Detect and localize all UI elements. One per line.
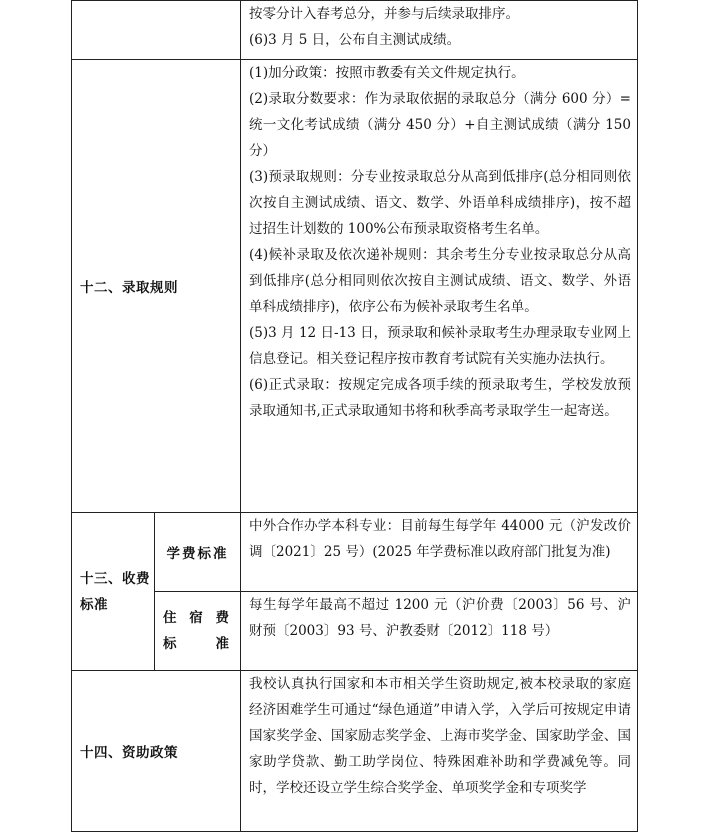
- rule-paragraph: (5)3 月 12 日-13 日，预录取和候补录取考生办理录取专业网上信息登记。相关登记程序按市教育考试院有关实施办法执行。: [249, 325, 631, 367]
- row-admission-rules: [72, 60, 638, 513]
- tuition-label: 学费标准: [155, 513, 241, 592]
- tuition-text: 中外合作办学本科专业：目前每生每学年 44000 元（沪发改价调〔2021〕25 号）(2025 年学费标准以政府部门批复为准): [249, 518, 631, 560]
- continuation-line: (6)3 月 5 日，公布自主测试成绩。: [249, 32, 461, 48]
- fee-label-line2: 标准: [80, 596, 108, 613]
- lodging-label-line1: [163, 605, 229, 631]
- rule-paragraph: (4)候补录取及依次递补规则：其余考生分专业按录取总分从高到低排序(总分相同则依次按自主测试成绩、语文、数学、外语单科成绩排序)，依序公布为候补录取考生名单。: [249, 247, 631, 315]
- lodging-label-char: 住: [163, 610, 177, 626]
- row-fee-lodging: [72, 592, 638, 671]
- lodging-label-char: 宿: [189, 610, 203, 626]
- lodging-content: [241, 592, 638, 671]
- section-label-admission-rules: 十二、录取规则: [72, 60, 241, 513]
- section-label-fee-standard: [72, 513, 155, 671]
- rule-paragraph: (6)正式录取：按规定完成各项手续的预录取考生，学校发放预录取通知书,正式录取通知书将和秋季高考录取学生一起寄送。: [249, 377, 631, 419]
- fee-label-line1: 十三、收费: [80, 570, 150, 587]
- lodging-label-line2: [163, 631, 229, 657]
- rule-paragraph: (1)加分政策：按照市教委有关文件规定执行。: [249, 65, 525, 81]
- financial-aid-text: 我校认真执行国家和本市相关学生资助规定,被本校录取的家庭经济困难学生可通过“绿色通道”申请入学，入学后可按规定申请国家奖学金、国家励志奖学金、上海市奖学金、国家助学金、国家助学贷款、勤工助学岗位、特殊困难补助和学费减免等。同时，学校还设立学生综合奖学金、单项奖学金和专项奖学: [249, 676, 631, 796]
- lodging-label-char: 费: [215, 610, 229, 626]
- row-fee-tuition: [72, 513, 638, 592]
- continuation-line: 按零分计入春考总分，并参与后续录取排序。: [249, 6, 519, 22]
- lodging-label-char: 标: [163, 636, 177, 652]
- financial-aid-content: [241, 671, 638, 832]
- rule-paragraph: (3)预录取规则：分专业按录取总分从高到低排序(总分相同则依次按自主测试成绩、语文、数学、外语单科成绩排序)，按不超过招生计划数的 100%公布预录取资格考生名单。: [249, 169, 631, 237]
- lodging-label-char: 准: [215, 636, 229, 652]
- rule-paragraph: (2)录取分数要求：作为录取依据的录取总分（满分 600 分）=统一文化考试成绩（满分 450 分）+自主测试成绩（满分 150 分）: [249, 91, 631, 159]
- admission-rules-content: [241, 60, 638, 513]
- lodging-text: 每生每学年最高不超过 1200 元（沪价费〔2003〕56 号、沪财预〔2003〕93 号、沪教委财〔2012〕118 号）: [249, 597, 631, 639]
- lodging-label: [155, 592, 241, 671]
- tuition-content: [241, 513, 638, 592]
- section-label-financial-aid: 十四、资助政策: [72, 671, 241, 832]
- label-cell-empty: [72, 1, 241, 60]
- row-financial-aid: [72, 671, 638, 832]
- row-continuation: [72, 1, 638, 60]
- admission-info-table: [71, 0, 638, 832]
- continuation-content: [241, 1, 638, 60]
